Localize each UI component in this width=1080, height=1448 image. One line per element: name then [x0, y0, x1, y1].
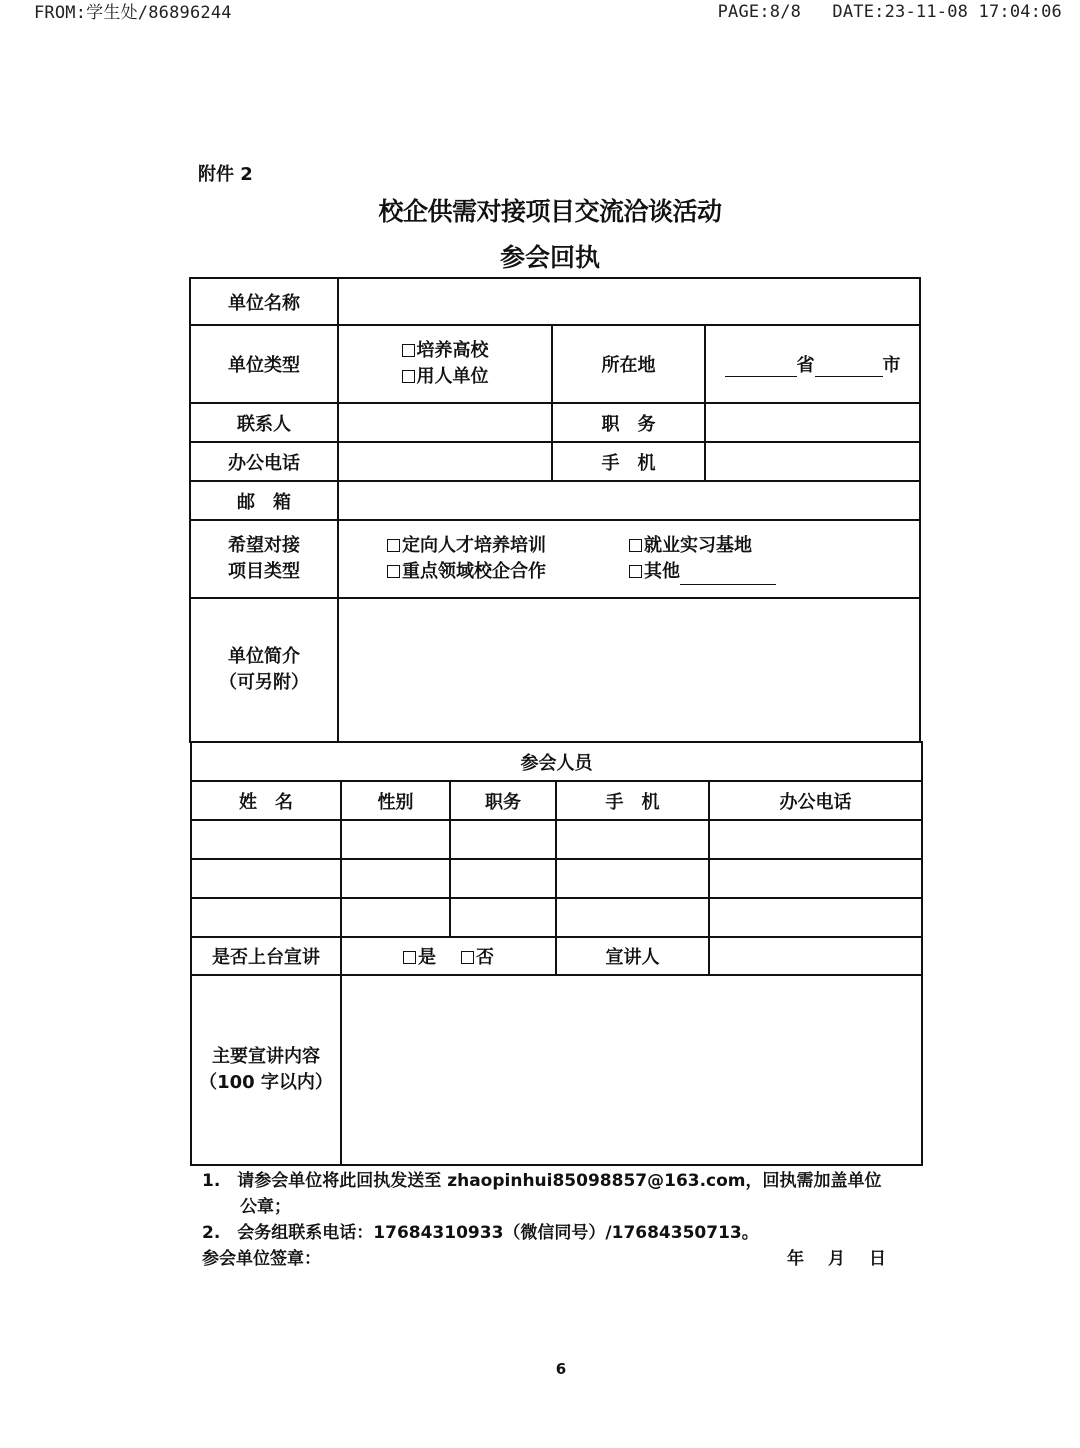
signature-label: 参会单位签章： [202, 1249, 321, 1269]
note-2: 2. 会务组联系电话：17684310933（微信同号）/17684350713。 [202, 1223, 759, 1243]
present-option-no[interactable]: 否 [461, 947, 494, 968]
note-1-continued: 公章； [240, 1197, 291, 1217]
intro-label: 单位简介 （可另附） [190, 598, 338, 742]
intro-row [190, 598, 920, 742]
presenter-label: 宣讲人 [556, 937, 709, 975]
presenter-field[interactable] [709, 937, 922, 975]
date-month: 月 [828, 1249, 845, 1269]
attendee-office-phone-cell[interactable] [709, 820, 922, 859]
unit-name-field[interactable] [338, 278, 920, 325]
checkbox-icon[interactable] [461, 951, 474, 964]
checkbox-icon[interactable] [402, 370, 415, 383]
presentation-row [191, 937, 922, 975]
attendees-heading-row [191, 742, 922, 781]
project-option-key-field-cooperation[interactable]: 重点领域校企合作 [387, 559, 629, 585]
project-type-options [338, 520, 920, 598]
attendee-name-cell[interactable] [191, 820, 341, 859]
project-type-label: 希望对接 项目类型 [190, 520, 338, 598]
checkbox-icon[interactable] [629, 539, 642, 552]
email-label: 邮 箱 [190, 481, 338, 520]
attendee-mobile-cell[interactable] [556, 859, 709, 898]
location-field[interactable] [705, 325, 920, 403]
office-phone-label: 办公电话 [190, 442, 338, 481]
attendee-name-cell[interactable] [191, 859, 341, 898]
document-subtitle: 参会回执 [499, 243, 600, 272]
attendees-header-row [191, 781, 922, 820]
column-header-name: 姓 名 [191, 781, 341, 820]
attendee-gender-cell[interactable] [341, 898, 450, 937]
fax-from-header: FROM:学生处/86896244 [34, 3, 232, 23]
present-option-yes[interactable]: 是 [403, 947, 436, 968]
office-phone-field[interactable] [338, 442, 552, 481]
date-day: 日 [869, 1249, 886, 1269]
city-blank[interactable] [815, 376, 883, 377]
unit-type-options [338, 325, 552, 403]
column-header-position: 职务 [450, 781, 556, 820]
attendee-gender-cell[interactable] [341, 820, 450, 859]
unit-name-label: 单位名称 [190, 278, 338, 325]
checkbox-icon[interactable] [387, 539, 400, 552]
presentation-content-field[interactable] [341, 975, 922, 1165]
presentation-content-row [191, 975, 922, 1165]
attendee-mobile-cell[interactable] [556, 898, 709, 937]
attendee-office-phone-cell[interactable] [709, 898, 922, 937]
checkbox-icon[interactable] [402, 344, 415, 357]
attendee-gender-cell[interactable] [341, 859, 450, 898]
position-label: 职 务 [552, 403, 705, 442]
intro-field[interactable] [338, 598, 920, 742]
column-header-gender: 性别 [341, 781, 450, 820]
attendee-position-cell[interactable] [450, 820, 556, 859]
attendee-position-cell[interactable] [450, 898, 556, 937]
present-label: 是否上台宣讲 [191, 937, 341, 975]
contact-label: 联系人 [190, 403, 338, 442]
checkbox-icon[interactable] [403, 951, 416, 964]
project-option-targeted-training[interactable]: 定向人才培养培训 [387, 533, 629, 559]
checkbox-icon[interactable] [387, 565, 400, 578]
column-header-mobile: 手 机 [556, 781, 709, 820]
fax-page-date-header [718, 2, 1062, 22]
attendee-office-phone-cell[interactable] [709, 859, 922, 898]
unit-type-option-employer[interactable]: 用人单位 [402, 364, 489, 390]
position-field[interactable] [705, 403, 920, 442]
unit-name-row [190, 278, 920, 325]
present-options [341, 937, 556, 975]
mobile-field[interactable] [705, 442, 920, 481]
attendees-heading: 参会人员 [191, 742, 922, 781]
page-number: 6 [555, 1360, 567, 1378]
attendees-table [190, 741, 923, 1166]
mobile-label: 手 机 [552, 442, 705, 481]
project-option-other[interactable]: 其他 [629, 559, 849, 585]
attendee-row [191, 820, 922, 859]
fax-date: DATE:23-11-08 17:04:06 [832, 2, 1062, 22]
province-suffix: 省 [796, 355, 815, 376]
signature-date [763, 1246, 886, 1272]
presentation-content-label: 主要宣讲内容 （100 字以内） [191, 975, 341, 1165]
attendee-name-cell[interactable] [191, 898, 341, 937]
project-option-internship-base[interactable]: 就业实习基地 [629, 533, 849, 559]
notes-section [202, 1168, 922, 1272]
contact-row [190, 403, 920, 442]
column-header-office-phone: 办公电话 [709, 781, 922, 820]
email-field[interactable] [338, 481, 920, 520]
checkbox-icon[interactable] [629, 565, 642, 578]
unit-type-row [190, 325, 920, 403]
province-blank[interactable] [725, 376, 797, 377]
document-title: 校企供需对接项目交流洽谈活动 [378, 197, 722, 226]
other-blank[interactable] [680, 584, 776, 585]
date-year: 年 [787, 1249, 804, 1269]
organization-info-table [189, 277, 921, 743]
contact-field[interactable] [338, 403, 552, 442]
project-type-row [190, 520, 920, 598]
email-row [190, 481, 920, 520]
attendee-row [191, 859, 922, 898]
signature-row [202, 1246, 922, 1272]
city-suffix: 市 [882, 355, 901, 376]
attendee-row [191, 898, 922, 937]
attendee-position-cell[interactable] [450, 859, 556, 898]
location-label: 所在地 [552, 325, 705, 403]
note-1: 1. 请参会单位将此回执发送至 zhaopinhui85098857@163.com，回执需加盖单位 [202, 1171, 882, 1191]
unit-type-option-university[interactable]: 培养高校 [402, 338, 489, 364]
fax-page: PAGE:8/8 [717, 2, 802, 22]
unit-type-label: 单位类型 [190, 325, 338, 403]
attendee-mobile-cell[interactable] [556, 820, 709, 859]
attachment-label: 附件 2 [198, 164, 253, 185]
phone-row [190, 442, 920, 481]
